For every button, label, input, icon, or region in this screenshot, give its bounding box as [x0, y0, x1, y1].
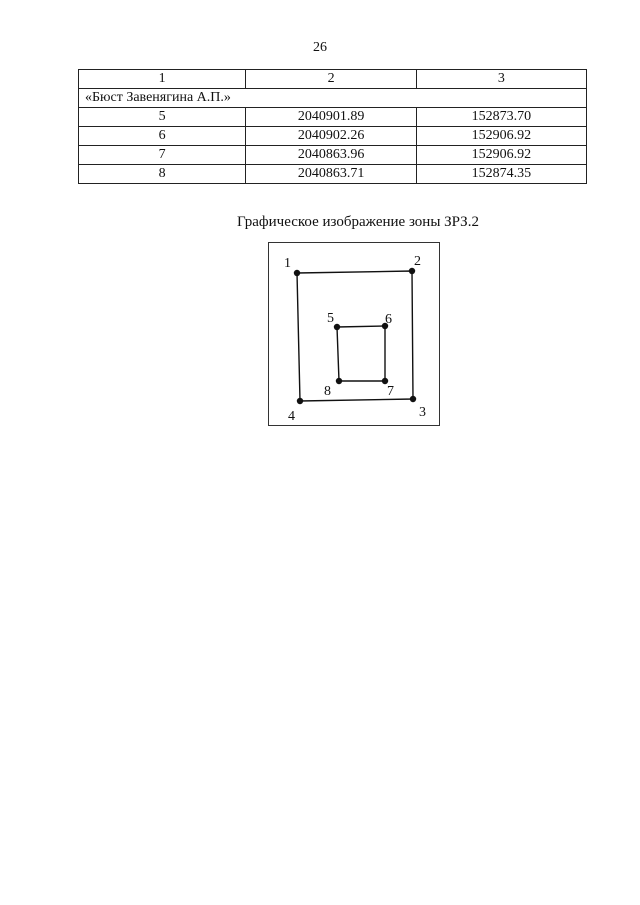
point-number-cell: 8: [79, 165, 246, 184]
zone-diagram: [268, 242, 440, 426]
vertex-3-label: 3: [419, 405, 426, 420]
table-row: [79, 108, 587, 127]
coordinates-table: [78, 69, 587, 184]
table-row: [79, 165, 587, 184]
y-coordinate-cell: 152873.70: [416, 108, 586, 127]
x-coordinate-cell: 2040863.96: [246, 146, 417, 165]
table-header-cell: 1: [79, 70, 246, 89]
inner-boundary: [337, 326, 385, 381]
vertex-5-marker: [334, 324, 340, 330]
vertex-6-label: 6: [385, 312, 392, 327]
table-row: [79, 127, 587, 146]
vertex-8-marker: [336, 378, 342, 384]
vertex-8-label: 8: [324, 384, 331, 399]
page-number: 26: [313, 40, 327, 55]
point-number-cell: 6: [79, 127, 246, 146]
point-number-cell: 7: [79, 146, 246, 165]
vertex-4-label: 4: [288, 409, 295, 424]
y-coordinate-cell: 152906.92: [416, 127, 586, 146]
vertex-7-label: 7: [387, 384, 394, 399]
table-header-cell: 2: [246, 70, 417, 89]
figure-title: Графическое изображение зоны ЗРЗ.2: [237, 214, 479, 230]
vertex-5-label: 5: [327, 311, 334, 326]
x-coordinate-cell: 2040902.26: [246, 127, 417, 146]
vertex-2-label: 2: [414, 254, 421, 269]
x-coordinate-cell: 2040863.71: [246, 165, 417, 184]
vertex-1-marker: [294, 270, 300, 276]
table-header-row: [79, 70, 587, 89]
table-row: [79, 146, 587, 165]
point-number-cell: 5: [79, 108, 246, 127]
vertex-3-marker: [410, 396, 416, 402]
x-coordinate-cell: 2040901.89: [246, 108, 417, 127]
table-group-row: [79, 89, 587, 108]
vertex-1-label: 1: [284, 256, 291, 271]
y-coordinate-cell: 152906.92: [416, 146, 586, 165]
zone-diagram-svg: [269, 243, 441, 427]
table-header-cell: 3: [416, 70, 586, 89]
table-group-label: «Бюст Завенягина А.П.»: [79, 89, 587, 108]
y-coordinate-cell: 152874.35: [416, 165, 586, 184]
vertex-4-marker: [297, 398, 303, 404]
